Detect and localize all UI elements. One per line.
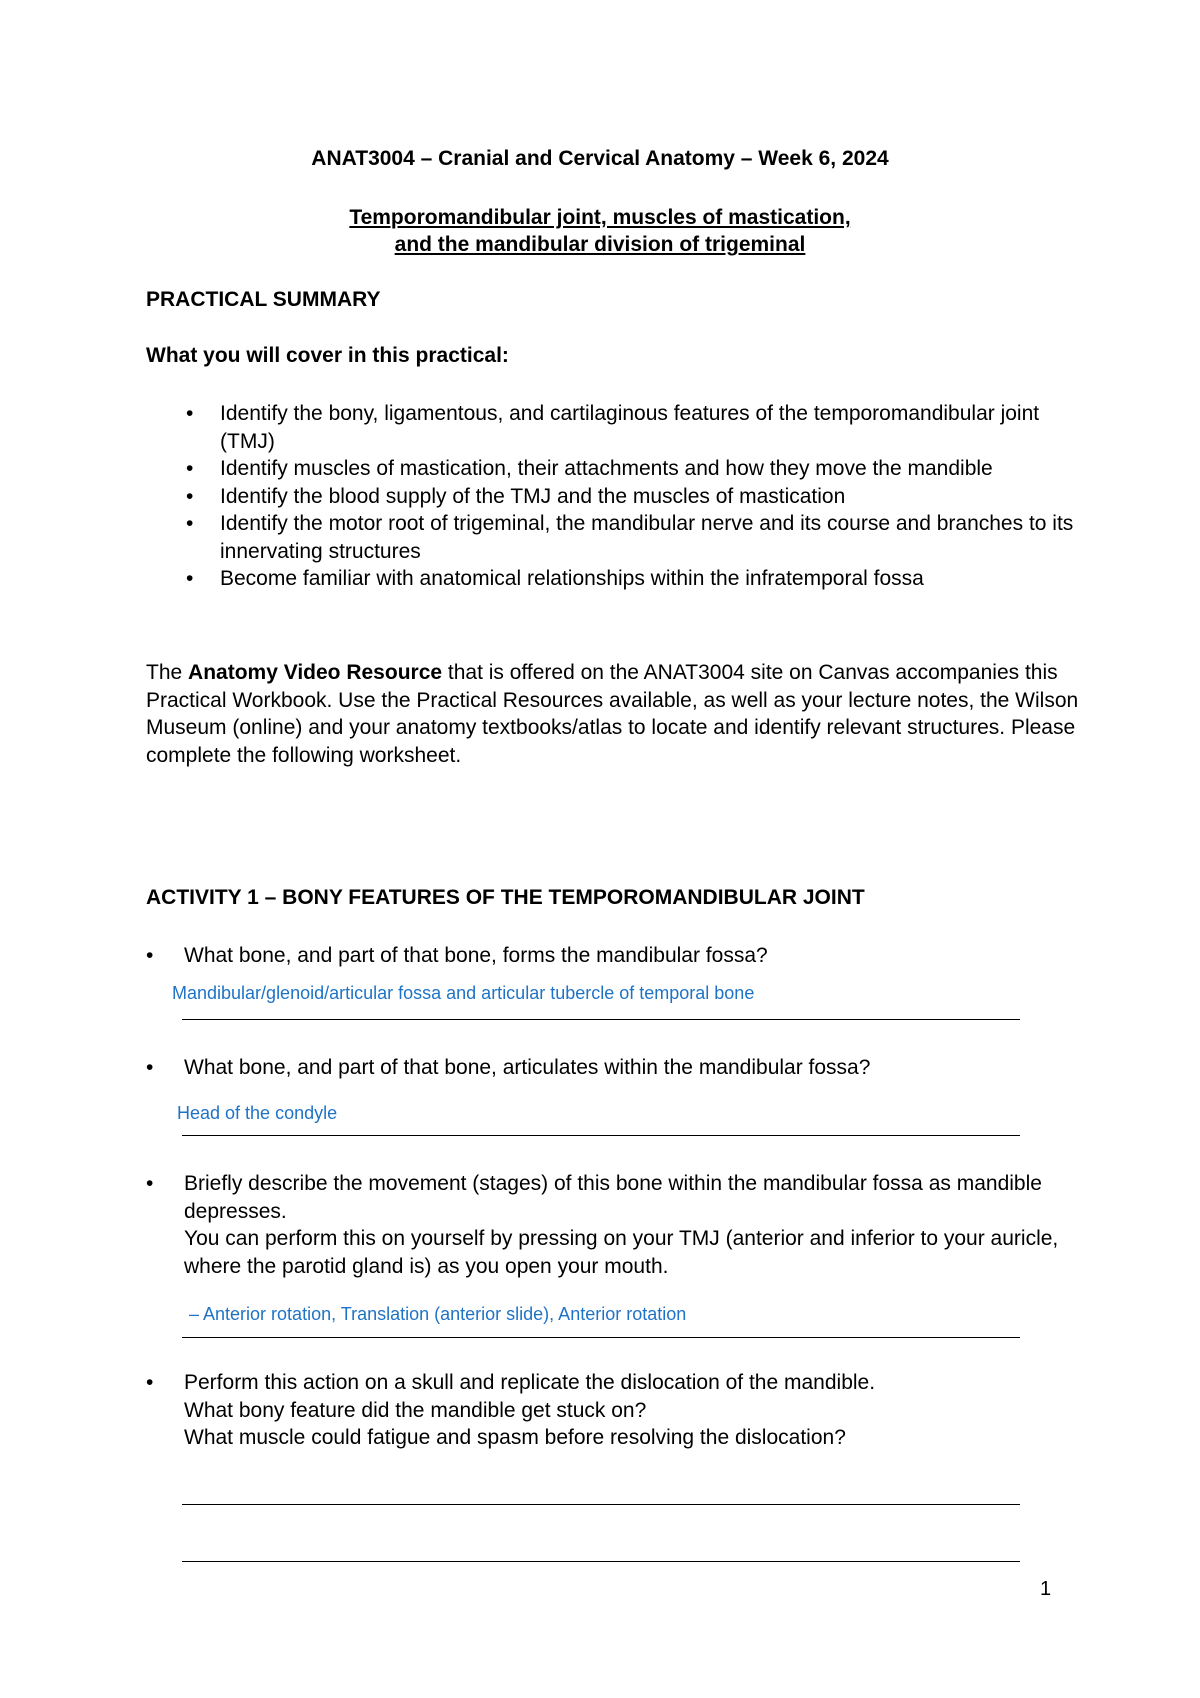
document-title: ANAT3004 – Cranial and Cervical Anatomy – Week 6, 2024: [311, 147, 889, 170]
intro-bold-resource: Anatomy Video Resource: [188, 661, 443, 684]
question-4-text: Perform this action on a skull and replicate the dislocation of the mandible.: [184, 1371, 876, 1394]
list-item: [146, 565, 1076, 593]
bullet-icon: •: [186, 484, 194, 508]
document-subtitle-line1: Temporomandibular joint, muscles of mastication,: [349, 206, 851, 229]
answer-3: – Anterior rotation, Translation (anterior slide), Anterior rotation: [189, 1304, 687, 1324]
answer-line-4b: [182, 1561, 1020, 1562]
list-item-text: Identify the bony, ligamentous, and cartilaginous features of the temporomandibular joint (TMJ): [220, 402, 1040, 453]
answer-2: Head of the condyle: [177, 1103, 338, 1123]
bullet-icon: •: [146, 1056, 154, 1079]
question-2: [146, 1054, 1086, 1082]
answer-line-1: [182, 1019, 1020, 1020]
page-number: 1: [1040, 1578, 1052, 1600]
intro-suffix: that is offered on the ANAT3004 site on Canvas accompanies this Practical Workbook. Use the Practical Resources available, as well as your lecture notes, the Wilson Museum (online) and your anatomy textbooks/atlas to locate and identify relevant structures. Please complete the following worksheet.: [146, 661, 1079, 767]
bullet-icon: •: [186, 457, 194, 480]
objectives-list: [146, 400, 1076, 593]
bullet-icon: •: [146, 1371, 154, 1394]
question-1-text: What bone, and part of that bone, forms the mandibular fossa?: [184, 944, 768, 967]
intro-prefix: The: [146, 661, 189, 684]
bullet-icon: •: [186, 512, 194, 535]
question-4: [146, 1369, 1086, 1452]
list-item: [146, 483, 1076, 511]
list-item-text: Identify muscles of mastication, their attachments and how they move the mandible: [220, 457, 993, 480]
question-3: [146, 1170, 1086, 1280]
intro-paragraph: [146, 659, 1086, 769]
document-subtitle-line2: and the mandibular division of trigeminal: [394, 233, 806, 256]
question-3-text: Briefly describe the movement (stages) of this bone within the mandibular fossa as mandible depresses.: [184, 1172, 1042, 1223]
bullet-icon: •: [146, 944, 154, 967]
bullet-icon: •: [146, 1172, 154, 1195]
cover-heading: What you will cover in this practical:: [146, 344, 509, 367]
list-item: [146, 510, 1076, 565]
list-item: [146, 455, 1076, 483]
bullet-icon: •: [186, 402, 194, 425]
list-item-text: Identify the motor root of trigeminal, the mandibular nerve and its course and branches to its innervating structures: [220, 512, 1074, 563]
section-heading-practical-summary: PRACTICAL SUMMARY: [146, 288, 381, 311]
bullet-icon: •: [186, 567, 194, 590]
question-4-text-2: What bony feature did the mandible get stuck on?: [184, 1398, 647, 1422]
answer-line-2: [182, 1135, 1020, 1136]
list-item-text: Identify the blood supply of the TMJ and the muscles of mastication: [220, 484, 846, 508]
question-4-text-3: What muscle could fatigue and spasm before resolving the dislocation?: [184, 1426, 846, 1449]
question-3-text-2: You can perform this on yourself by pressing on your TMJ (anterior and inferior to your auricle, where the parotid gland is) as you open your mouth.: [184, 1227, 1059, 1278]
question-2-text: What bone, and part of that bone, articulates within the mandibular fossa?: [184, 1056, 871, 1079]
answer-line-3: [182, 1337, 1020, 1338]
list-item-text: Become familiar with anatomical relationships within the infratemporal fossa: [220, 567, 924, 590]
answer-1: Mandibular/glenoid/articular fossa and articular tubercle of temporal bone: [172, 983, 755, 1003]
answer-line-4a: [182, 1504, 1020, 1505]
list-item: [146, 400, 1076, 455]
activity-heading: ACTIVITY 1 – BONY FEATURES OF THE TEMPOROMANDIBULAR JOINT: [146, 886, 865, 909]
question-1: [146, 942, 1086, 970]
